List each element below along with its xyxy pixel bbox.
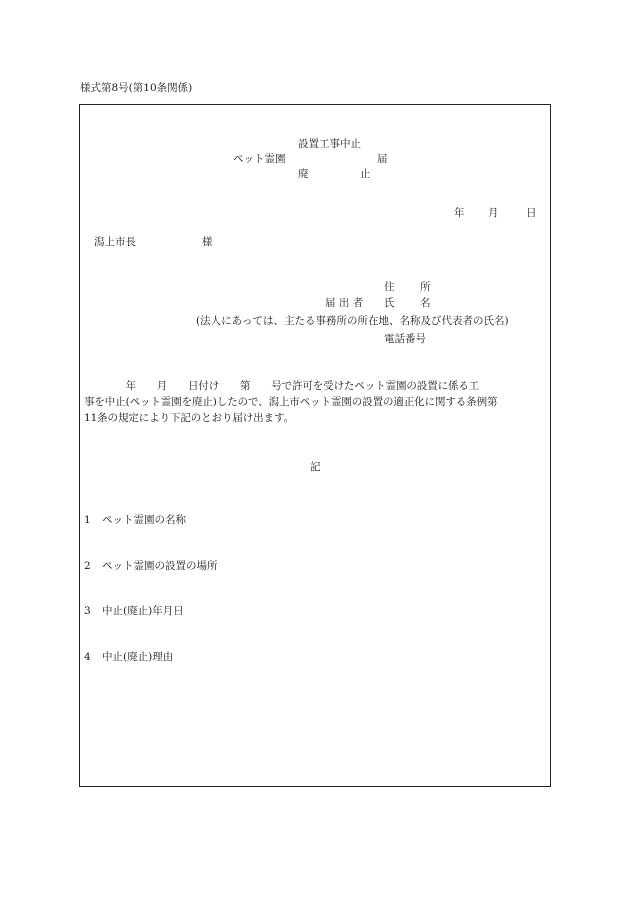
item-1-label: ペット霊園の名称	[102, 514, 186, 526]
item-3-label: 中止(廃止)年月日	[102, 605, 184, 617]
corporate-note: (法人にあっては、主たる事務所の所在地、名称及び代表者の氏名)	[196, 315, 509, 327]
address-label-b: 所	[420, 281, 431, 293]
title-line-1: 設置工事中止	[298, 138, 361, 150]
title-prefix: ペット霊園	[233, 153, 286, 165]
item-3-number: 3	[84, 605, 91, 617]
addressee-name: 潟上市長	[94, 236, 136, 248]
date-month-label: 月	[488, 207, 499, 219]
item-2-number: 2	[84, 560, 91, 572]
name-label-a: 氏	[384, 297, 395, 309]
applicant-role-label: 届 出 者	[325, 297, 364, 309]
date-day-label: 日	[526, 207, 537, 219]
form-frame	[79, 104, 551, 787]
title-line-3-a: 廃	[298, 168, 309, 180]
title-suffix: 届	[377, 153, 388, 165]
item-1-number: 1	[84, 514, 91, 526]
ki-heading: 記	[310, 461, 321, 473]
item-2-label: ペット霊園の設置の場所	[102, 560, 218, 572]
name-label-b: 名	[420, 297, 431, 309]
addressee-honorific: 様	[202, 236, 213, 248]
body-line-2: 事を中止(ペット霊園を廃止)したので、潟上市ペット霊園の設置の適正化に関する条例第	[84, 396, 498, 408]
item-4-number: 4	[84, 651, 91, 663]
address-label-a: 住	[384, 281, 395, 293]
form-number-header: 様式第8号(第10条関係)	[80, 82, 193, 94]
body-line-1: 年 月 日付け 第 号で許可を受けたペット霊園の設置に係る工	[84, 380, 480, 392]
phone-label: 電話番号	[384, 333, 426, 345]
body-line-3: 11条の規定により下記のとおり届け出ます。	[84, 412, 294, 424]
title-line-3-b: 止	[360, 168, 371, 180]
item-4-label: 中止(廃止)理由	[102, 651, 174, 663]
body-paragraph	[84, 378, 548, 426]
date-year-label: 年	[454, 207, 465, 219]
